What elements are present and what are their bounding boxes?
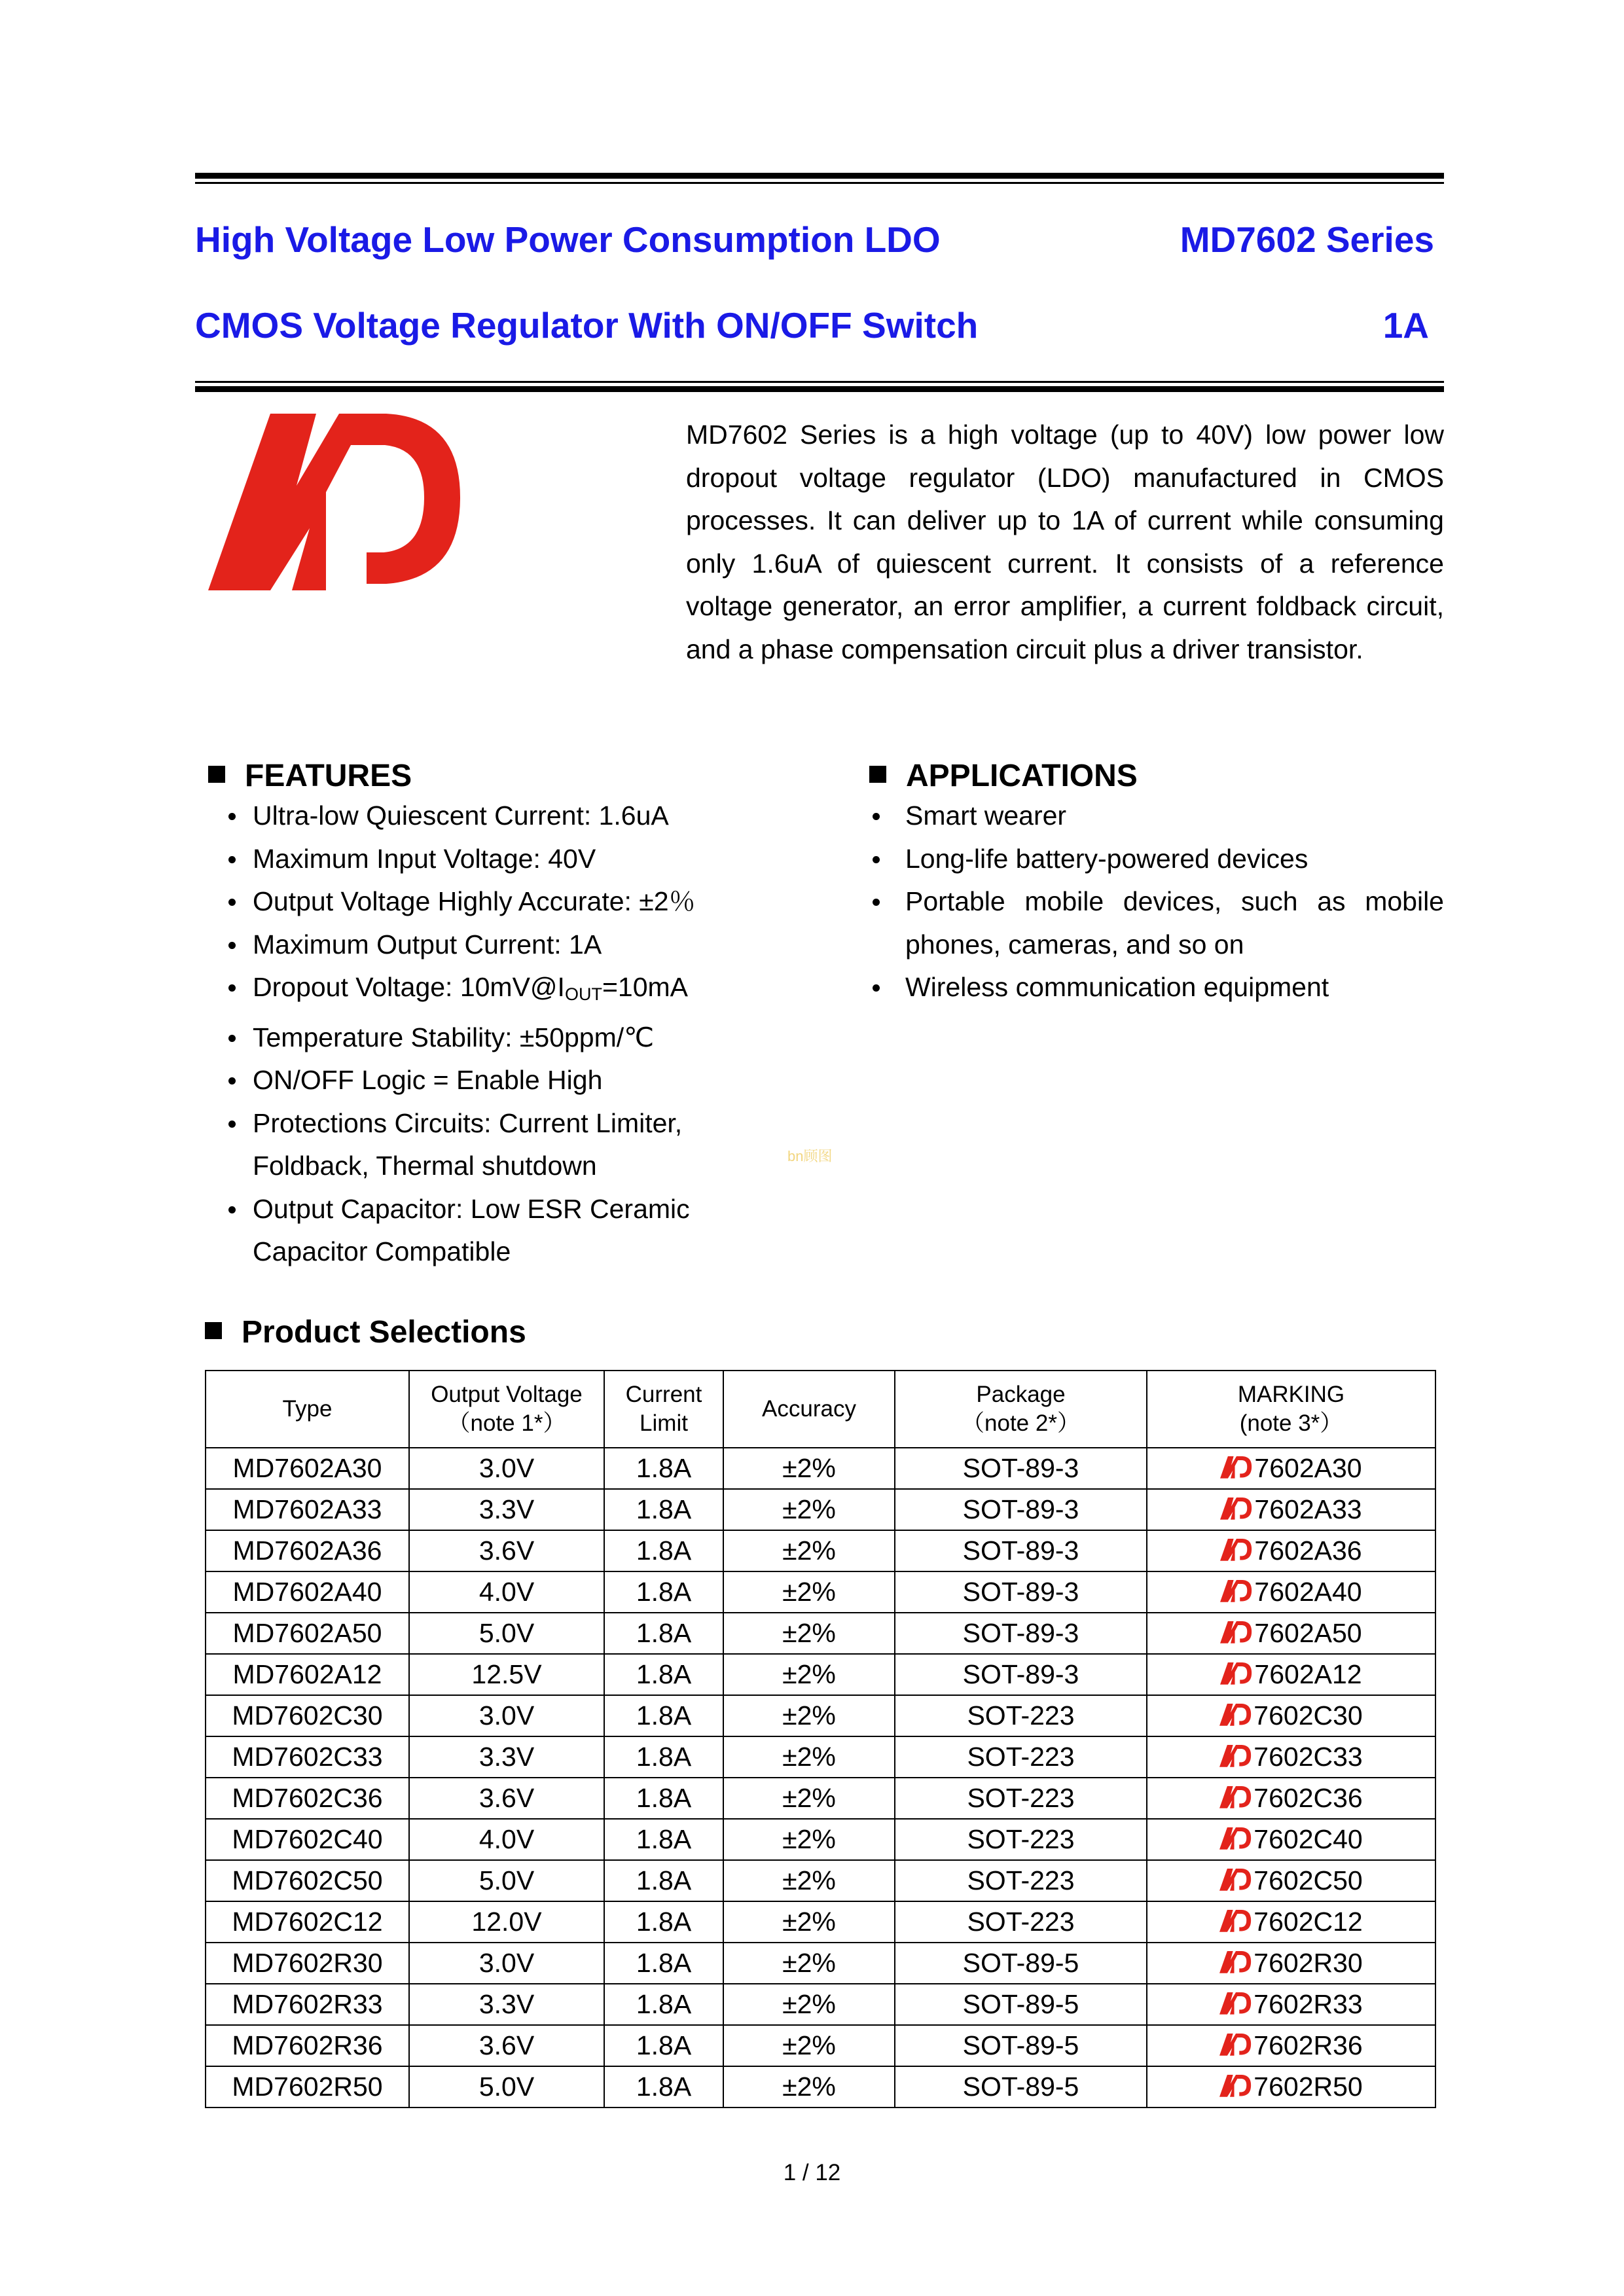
cell-marking [1147,1489,1435,1530]
cell-package: SOT-89-3 [895,1530,1147,1571]
cell-output-voltage: 3.3V [409,1489,604,1530]
cell-output-voltage: 5.0V [409,1860,604,1901]
cell-accuracy: ±2% [723,1613,895,1654]
cell-accuracy: ±2% [723,1984,895,2025]
product-selections-heading [205,1314,526,1350]
table-body [206,1448,1435,2108]
cell-type: MD7602C36 [206,1778,409,1819]
feature-item: Output Voltage Highly Accurate: ±2％ [226,880,737,924]
table-row [206,1489,1435,1530]
cell-type: MD7602A40 [206,1571,409,1613]
cell-output-voltage: 3.6V [409,1530,604,1571]
header-current-limit: Current Limit [604,1371,723,1448]
logo-m-shape [208,414,460,590]
marking-code: 7602A50 [1254,1618,1362,1648]
applications-heading-text: APPLICATIONS [906,759,1138,793]
marking-code: 7602R33 [1254,1989,1363,2019]
cell-type: MD7602C30 [206,1695,409,1736]
cell-output-voltage: 3.6V [409,1778,604,1819]
cell-type: MD7602C50 [206,1860,409,1901]
table-row [206,1530,1435,1571]
feature-dropout-value: =10mA [602,972,689,1002]
cell-marking [1147,1695,1435,1736]
cell-output-voltage: 12.5V [409,1654,604,1695]
cell-package: SOT-89-3 [895,1571,1147,1613]
marking-logo-icon [1220,1455,1253,1480]
cell-accuracy: ±2% [723,1778,895,1819]
cell-output-voltage: 3.6V [409,2025,604,2066]
cell-package: SOT-89-3 [895,1448,1147,1489]
marking-code: 7602C50 [1254,1865,1363,1895]
cell-accuracy: ±2% [723,1530,895,1571]
header-accuracy: Accuracy [723,1371,895,1448]
marking-logo-icon [1220,1537,1253,1562]
section-square-icon [869,766,886,783]
cell-type: MD7602A33 [206,1489,409,1530]
table-row [206,1778,1435,1819]
feature-item: Maximum Input Voltage: 40V [226,838,737,881]
cell-accuracy: ±2% [723,1448,895,1489]
cell-current-limit: 1.8A [604,1489,723,1530]
marking-code: 7602C33 [1254,1742,1363,1772]
table-row [206,1943,1435,1984]
cell-marking [1147,1448,1435,1489]
cell-current-limit: 1.8A [604,1571,723,1613]
cell-current-limit: 1.8A [604,1778,723,1819]
marking-logo-icon [1219,1867,1252,1892]
header-rule-bottom-thin [195,381,1444,383]
cell-package: SOT-89-3 [895,1654,1147,1695]
cell-type: MD7602R36 [206,2025,409,2066]
marking-logo-icon [1220,1620,1253,1645]
application-item: Wireless communication equipment [865,966,1444,1009]
table-row [206,1901,1435,1943]
marking-code: 7602C36 [1254,1783,1363,1813]
cell-current-limit: 1.8A [604,1984,723,2025]
cell-type: MD7602R50 [206,2066,409,2108]
table-row [206,1448,1435,1489]
marking-logo-icon [1219,1785,1252,1810]
table-row [206,1984,1435,2025]
cell-accuracy: ±2% [723,1489,895,1530]
cell-marking [1147,2025,1435,2066]
section-square-icon [208,766,225,783]
application-item: Long-life battery-powered devices [865,838,1444,881]
feature-dropout-subscript: OUT [564,984,602,1004]
feature-item: Ultra-low Quiescent Current: 1.6uA [226,795,737,838]
marking-logo-icon [1220,1661,1253,1686]
table-row [206,1695,1435,1736]
marking-logo-icon [1219,1702,1252,1727]
cell-current-limit: 1.8A [604,1736,723,1778]
cell-marking [1147,1860,1435,1901]
product-selections-heading-text: Product Selections [242,1315,526,1350]
marking-code: 7602C40 [1254,1824,1363,1854]
features-heading [208,758,412,794]
cell-current-limit: 1.8A [604,2025,723,2066]
cell-package: SOT-89-5 [895,2025,1147,2066]
cell-current-limit: 1.8A [604,1901,723,1943]
cell-package: SOT-223 [895,1695,1147,1736]
cell-package: SOT-89-5 [895,1943,1147,1984]
marking-code: 7602A30 [1254,1453,1362,1483]
cell-marking [1147,1819,1435,1860]
cell-package: SOT-223 [895,1860,1147,1901]
cell-package: SOT-223 [895,1736,1147,1778]
marking-logo-icon [1219,1950,1252,1975]
document-title-line2: CMOS Voltage Regulator With ON/OFF Switch [195,305,979,346]
cell-type: MD7602A50 [206,1613,409,1654]
marking-code: 7602C12 [1254,1907,1363,1937]
table-row [206,1571,1435,1613]
cell-output-voltage: 12.0V [409,1901,604,1943]
marking-code: 7602R50 [1254,2072,1363,2102]
cell-current-limit: 1.8A [604,1819,723,1860]
cell-accuracy: ±2% [723,2025,895,2066]
table-row [206,1613,1435,1654]
cell-marking [1147,1984,1435,2025]
marking-code: 7602C30 [1254,1700,1363,1731]
cell-type: MD7602R30 [206,1943,409,1984]
cell-package: SOT-89-5 [895,1984,1147,2025]
cell-accuracy: ±2% [723,1654,895,1695]
header-output-voltage: Output Voltage （note 1*） [409,1371,604,1448]
page-number: 1 / 12 [783,2160,841,2185]
cell-accuracy: ±2% [723,1901,895,1943]
feature-item: Protections Circuits: Current Limiter, Foldback, Thermal shutdown [226,1102,737,1188]
table-row [206,1860,1435,1901]
cell-type: MD7602C12 [206,1901,409,1943]
feature-item [226,966,737,1016]
current-rating: 1A [1382,305,1429,346]
cell-marking [1147,1901,1435,1943]
cell-output-voltage: 3.3V [409,1736,604,1778]
cell-current-limit: 1.8A [604,1613,723,1654]
marking-logo-icon [1220,1496,1253,1521]
cell-marking [1147,1943,1435,1984]
table-row [206,2025,1435,2066]
cell-marking [1147,1654,1435,1695]
marking-code: 7602A33 [1254,1494,1362,1524]
series-label: MD7602 Series [1180,219,1434,260]
cell-type: MD7602C40 [206,1819,409,1860]
cell-type: MD7602R33 [206,1984,409,2025]
company-logo [208,414,470,592]
cell-current-limit: 1.8A [604,1860,723,1901]
marking-code: 7602A36 [1254,1535,1362,1566]
marking-code: 7602R30 [1254,1948,1363,1978]
cell-accuracy: ±2% [723,1571,895,1613]
faint-watermark: bn顾图 [787,1148,833,1164]
table-row [206,1819,1435,1860]
table-row [206,1654,1435,1695]
cell-marking [1147,1736,1435,1778]
cell-marking [1147,1530,1435,1571]
cell-output-voltage: 5.0V [409,1613,604,1654]
header-type: Type [206,1371,409,1448]
cell-output-voltage: 3.0V [409,1695,604,1736]
marking-logo-icon [1219,2032,1252,2057]
applications-heading [869,758,1138,794]
product-selection-table [205,1370,1436,2108]
cell-marking [1147,1571,1435,1613]
header-rule-bottom-thick [195,386,1444,392]
cell-type: MD7602A30 [206,1448,409,1489]
cell-current-limit: 1.8A [604,1943,723,1984]
document-title-line1: High Voltage Low Power Consumption LDO [195,219,941,260]
table-header-row [206,1371,1435,1448]
cell-type: MD7602A36 [206,1530,409,1571]
header-marking: MARKING (note 3*） [1147,1371,1435,1448]
cell-accuracy: ±2% [723,1695,895,1736]
marking-code: 7602R36 [1254,2030,1363,2060]
feature-item: ON/OFF Logic = Enable High [226,1059,737,1102]
feature-item: Maximum Output Current: 1A [226,924,737,967]
cell-output-voltage: 3.0V [409,1448,604,1489]
features-heading-text: FEATURES [245,759,412,793]
cell-output-voltage: 5.0V [409,2066,604,2108]
intro-paragraph: MD7602 Series is a high voltage (up to 40V) low power low dropout voltage regulator (LDO) manufactured in CMOS processes. It can deliver up to 1A of current while consuming only 1.6uA of quiescent current. It consists of a reference voltage generator, an error amplifier, a current foldback circuit, and a phase compensation circuit plus a driver transistor. [686,420,1444,664]
table-row [206,1736,1435,1778]
cell-package: SOT-89-3 [895,1489,1147,1530]
marking-logo-icon [1219,1826,1252,1851]
marking-logo-icon [1219,1744,1252,1768]
cell-accuracy: ±2% [723,1736,895,1778]
cell-output-voltage: 3.0V [409,1943,604,1984]
cell-type: MD7602C33 [206,1736,409,1778]
cell-output-voltage: 4.0V [409,1571,604,1613]
section-square-icon [205,1322,222,1339]
application-item: Smart wearer [865,795,1444,838]
header-package: Package （note 2*） [895,1371,1147,1448]
cell-current-limit: 1.8A [604,1695,723,1736]
applications-list [865,795,1444,1009]
cell-output-voltage: 4.0V [409,1819,604,1860]
table-row [206,2066,1435,2108]
marking-logo-icon [1219,1991,1252,2016]
marking-logo-icon [1220,1579,1253,1604]
feature-item: Temperature Stability: ±50ppm/℃ [226,1016,737,1060]
feature-dropout-text: Dropout Voltage: 10mV@I [253,972,565,1002]
cell-accuracy: ±2% [723,1819,895,1860]
cell-accuracy: ±2% [723,1860,895,1901]
marking-logo-icon [1219,1909,1252,1933]
header-rule-top-thick [195,173,1444,179]
cell-accuracy: ±2% [723,1943,895,1984]
cell-marking [1147,1613,1435,1654]
cell-output-voltage: 3.3V [409,1984,604,2025]
cell-marking [1147,2066,1435,2108]
cell-accuracy: ±2% [723,2066,895,2108]
application-item: Portable mobile devices, such as mobile phones, cameras, and so on [865,880,1444,966]
cell-package: SOT-223 [895,1778,1147,1819]
cell-package: SOT-223 [895,1819,1147,1860]
marking-logo-icon [1219,2073,1252,2098]
features-list [226,795,737,1274]
cell-current-limit: 1.8A [604,1448,723,1489]
cell-current-limit: 1.8A [604,1654,723,1695]
cell-current-limit: 1.8A [604,1530,723,1571]
cell-type: MD7602A12 [206,1654,409,1695]
marking-code: 7602A12 [1254,1659,1362,1689]
header-rule-top-thin [195,182,1444,184]
cell-package: SOT-89-3 [895,1613,1147,1654]
cell-current-limit: 1.8A [604,2066,723,2108]
cell-marking [1147,1778,1435,1819]
cell-package: SOT-89-5 [895,2066,1147,2108]
cell-package: SOT-223 [895,1901,1147,1943]
marking-code: 7602A40 [1254,1577,1362,1607]
feature-item: Output Capacitor: Low ESR Ceramic Capacitor Compatible [226,1188,737,1274]
